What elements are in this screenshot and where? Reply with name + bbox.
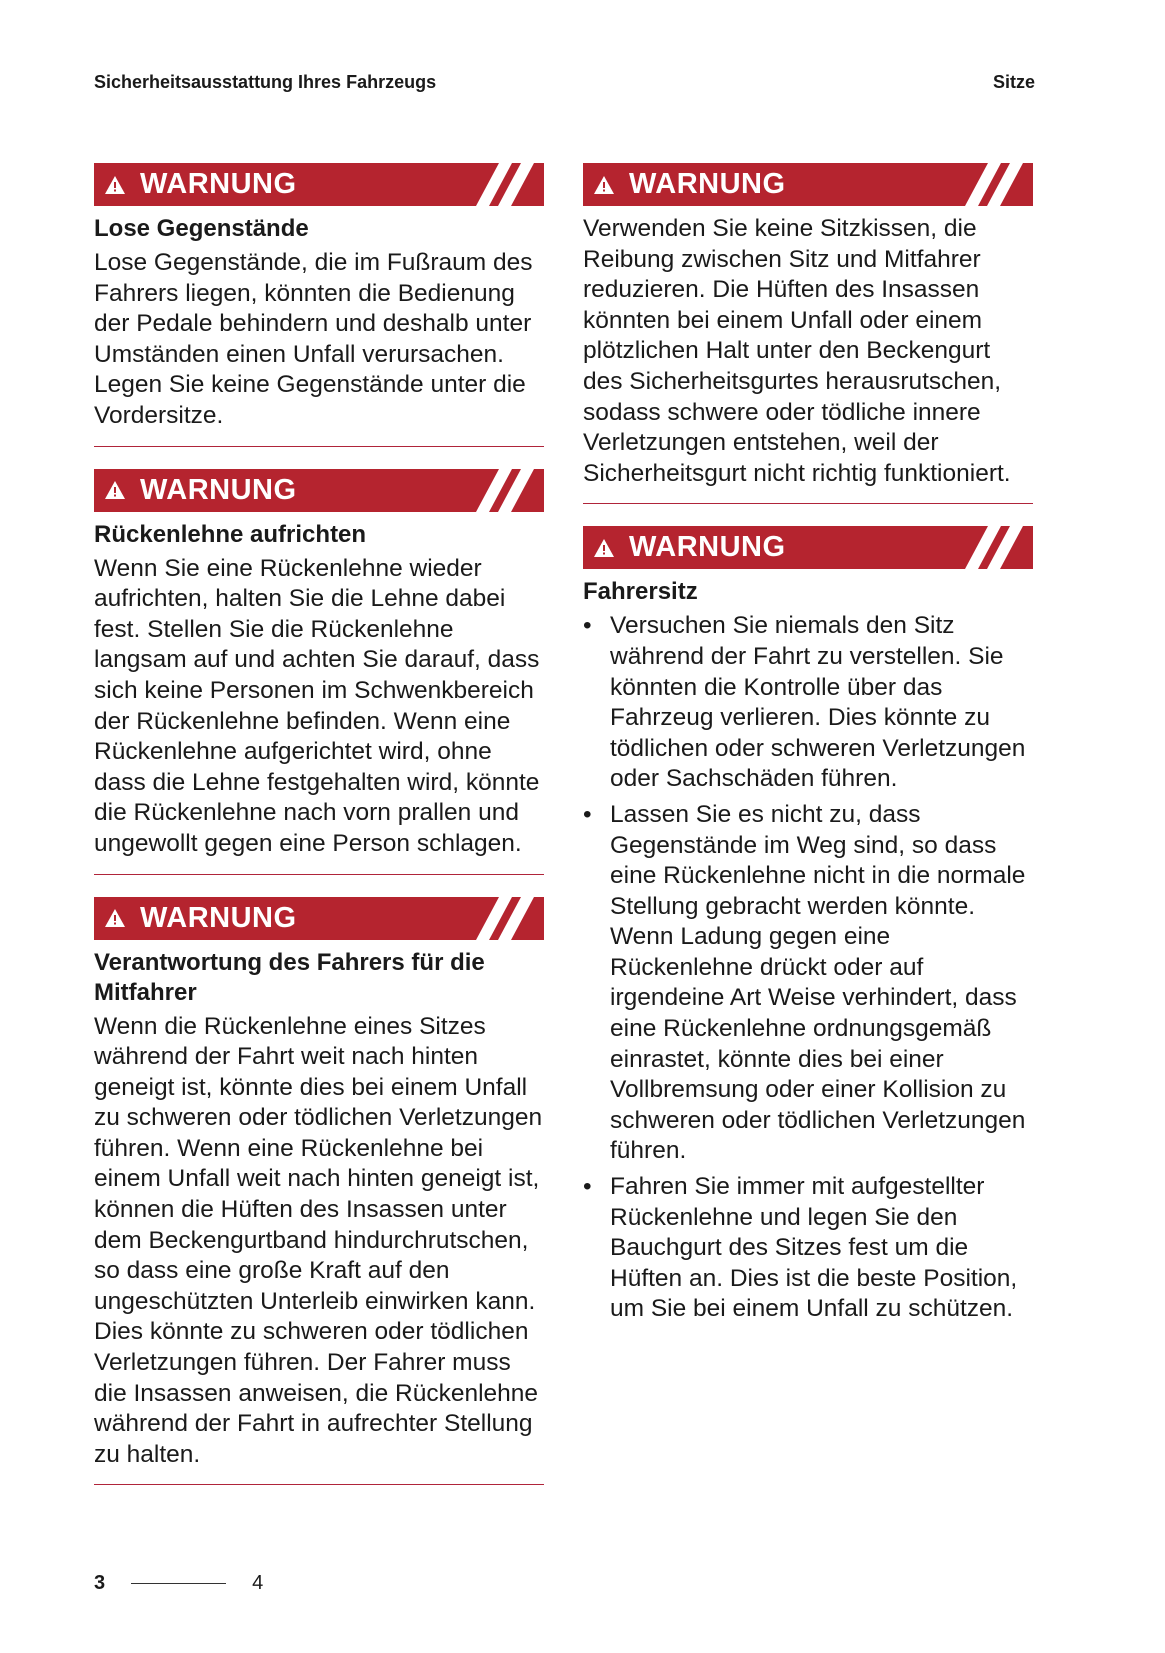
section-divider	[583, 503, 1033, 504]
slash-stripes-icon	[943, 163, 1033, 206]
warning-banner	[94, 469, 544, 512]
right-column	[583, 163, 1033, 1347]
warning-triangle-icon	[104, 480, 126, 500]
page-number-chapter: 3	[94, 1572, 106, 1594]
warning-banner	[94, 163, 544, 206]
slash-stripes-icon	[454, 163, 544, 206]
warning-label: WARNUNG	[140, 168, 297, 200]
warning-driver-seat	[583, 526, 1033, 1325]
warning-banner	[583, 163, 1033, 206]
bullet-dot: •	[583, 1173, 592, 1201]
warning-triangle-icon	[593, 175, 615, 195]
warning-text: Verwenden Sie keine Sitzkissen, die Reibung zwischen Sitz und Mitfahrer reduzieren. Die Hüften des Insassen könnten bei einem Unfall oder einem plötzlichen Halt unter den Beckengurt des Sicherheitsgurtes herausrutschen, sodass schwere oder tödliche innere Verletzungen entstehen, weil der Sicherheitsgurt nicht richtig funktioniert.	[583, 215, 1011, 487]
warning-backrest-raise	[94, 469, 544, 875]
list-item-text: Fahren Sie immer mit aufgestellter Rückenlehne und legen Sie den Bauchgurt des Sitzes fest um die Hüften an. Dies ist die beste Position, um Sie bei einem Unfall zu schützen.	[610, 1173, 1018, 1323]
list-item-text: Lassen Sie es nicht zu, dass Gegenstände im Weg sind, so dass eine Rückenlehne nicht in die normale Stellung gebracht werden könnte. Wenn Ladung gegen eine Rückenlehne drückt oder auf irgendeine Art Weise verhindert, dass eine Rückenlehne ordnungsgemäß einrastet, könnte dies bei einer Vollbremsung oder einer Kollision zu schweren oder tödlichen Verletzungen führen.	[610, 800, 1026, 1165]
warning-loose-objects	[94, 163, 544, 447]
list-item	[583, 1172, 1033, 1325]
warning-label: WARNUNG	[629, 168, 786, 200]
warning-banner	[94, 897, 544, 940]
bullet-list	[583, 611, 1033, 1325]
warning-text: Wenn die Rückenlehne eines Sitzes während der Fahrt weit nach hinten geneigt ist, könnte dies bei einem Unfall zu schweren oder tödlichen Verletzungen führen. Wenn eine Rückenlehne bei einem Unfall weit nach hinten geneigt ist, können die Hüften des Insassen unter dem Beckengurtband hindurchrutschen, so dass eine große Kraft auf den ungeschützten Unterleib einwirken kann. Dies könnte zu schweren oder tödlichen Verletzungen führen. Der Fahrer muss die Insassen anweisen, die Rückenlehne während der Fahrt in aufrechter Stellung zu halten.	[94, 1012, 543, 1468]
warning-triangle-icon	[593, 538, 615, 558]
warning-seat-cushions	[583, 163, 1033, 504]
bullet-dot: •	[583, 612, 592, 640]
slash-stripes-icon	[454, 897, 544, 940]
running-header-chapter: Sitze	[992, 72, 1035, 92]
warning-label: WARNUNG	[629, 531, 786, 564]
page-footer	[94, 1572, 263, 1595]
warning-title: Fahrersitz	[583, 578, 698, 606]
warning-text: Wenn Sie eine Rückenlehne wieder aufrichten, halten Sie die Lehne dabei fest. Stellen Sie die Rückenlehne langsam auf und achten Sie darauf, dass sich keine Personen im Schwenkbereich der Rückenlehne befinden. Wenn eine Rückenlehne aufgerichtet wird, ohne dass die Lehne festgehalten wird, könnte die Rückenlehne nach vorn prallen und ungewollt gegen eine Person schlagen.	[94, 554, 540, 857]
warning-banner	[583, 526, 1033, 569]
warning-title: Verantwortung des Fahrers für die Mitfahrer	[94, 948, 485, 1006]
warning-title: Lose Gegenstände	[94, 215, 309, 242]
section-divider	[94, 446, 544, 447]
list-item-text: Versuchen Sie niemals den Sitz während der Fahrt zu verstellen. Sie könnten die Kontrolle über das Fahrzeug verlieren. Dies könnte zu tödlichen oder schweren Verletzungen oder Sachschäden führen.	[610, 612, 1026, 793]
page-number: 4	[252, 1572, 264, 1594]
bullet-dot: •	[583, 800, 592, 828]
slash-stripes-icon	[943, 526, 1033, 569]
slash-stripes-icon	[454, 469, 544, 512]
warning-label: WARNUNG	[140, 901, 297, 934]
section-divider	[94, 1484, 544, 1485]
list-item	[583, 800, 1033, 1167]
warning-text: Lose Gegenstände, die im Fußraum des Fahrers liegen, könnten die Bedienung der Pedale behindern und deshalb unter Umständen einen Unfall verursachen. Legen Sie keine Gegenstände unter die Vordersitze.	[94, 249, 533, 429]
footer-rule	[131, 1583, 226, 1584]
section-divider	[94, 874, 544, 875]
warning-label: WARNUNG	[140, 473, 297, 506]
left-column	[94, 163, 544, 1507]
list-item	[583, 611, 1033, 795]
warning-triangle-icon	[104, 908, 126, 928]
warning-driver-responsibility	[94, 897, 544, 1486]
warning-triangle-icon	[104, 175, 126, 195]
running-header-section: Sicherheitsausstattung Ihres Fahrzeugs	[94, 72, 437, 92]
warning-title: Rückenlehne aufrichten	[94, 520, 367, 548]
